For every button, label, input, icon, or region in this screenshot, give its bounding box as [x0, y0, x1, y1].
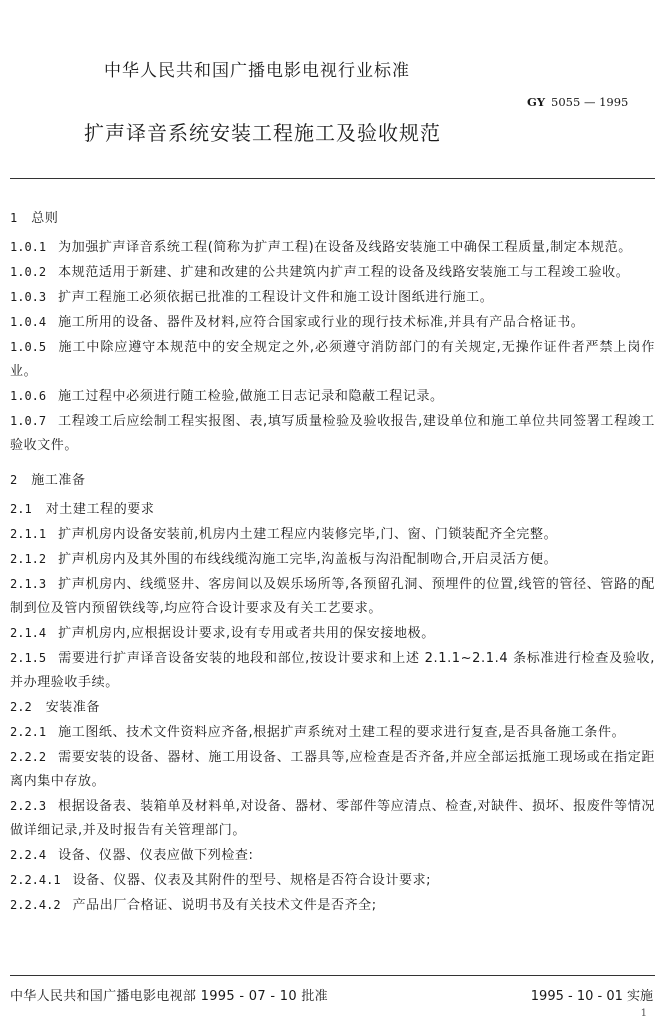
- paragraph: [10, 843, 655, 868]
- clause-number: 2.2.1: [10, 725, 47, 739]
- clause-text: 产品出厂合格证、说明书及有关技术文件是否齐全;: [72, 898, 377, 913]
- clause-number: 2.2.4.2: [10, 898, 61, 912]
- clause-text: 安装准备: [45, 700, 101, 715]
- paragraph: [10, 206, 655, 231]
- paragraph: [10, 235, 655, 260]
- document-body: [10, 206, 655, 918]
- clause-number: 1.0.5: [10, 340, 47, 354]
- clause-text: 根据设备表、装箱单及材料单,对设备、器材、零部件等应清点、检查,对缺件、损坏、报废件等情况做详细记录,并及时报告有关管理部门。: [10, 799, 655, 838]
- paragraph: [10, 310, 655, 335]
- clause-text: 设备、仪器、仪表及其附件的型号、规格是否符合设计要求;: [72, 873, 432, 888]
- clause-number: 1.0.2: [10, 265, 47, 279]
- standard-code-prefix: GY: [527, 95, 546, 109]
- clause-text: 扩声机房内及其外围的布线线缆沟施工完毕,沟盖板与沟沿配制吻合,开启灵活方便。: [58, 552, 558, 567]
- clause-text: 需要进行扩声译音设备安装的地段和部位,按设计要求和上述 2.1.1~2.1.4 条标准进行检查及验收,并办理验收手续。: [10, 651, 655, 690]
- clause-text: 施工准备: [31, 473, 86, 488]
- effective-date: 1995 - 10 - 01 实施: [530, 989, 653, 1004]
- paragraph: [10, 695, 655, 720]
- clause-text: 施工所用的设备、器件及材料,应符合国家或行业的现行技术标准,并具有产品合格证书。: [58, 315, 585, 330]
- clause-text: 扩声工程施工必须依据已批准的工程设计文件和施工设计图纸进行施工。: [58, 290, 494, 305]
- paragraph: [10, 547, 655, 572]
- clause-number: 1.0.1: [10, 240, 47, 254]
- paragraph: [10, 572, 655, 621]
- clause-number: 2.2.2: [10, 750, 47, 764]
- paragraph: [10, 285, 655, 310]
- paragraph: [10, 720, 655, 745]
- clause-number: 2.1.5: [10, 651, 47, 665]
- clause-text: 施工过程中必须进行随工检验,做施工日志记录和隐蔽工程记录。: [58, 389, 444, 404]
- paragraph: [10, 335, 655, 384]
- clause-number: 2.1.4: [10, 626, 47, 640]
- paragraph: [10, 468, 655, 493]
- clause-number: 1: [10, 211, 18, 225]
- issuing-organization: 中华人民共和国广播电影电视行业标准: [104, 61, 410, 81]
- clause-text: 扩声机房内设备安装前,机房内土建工程应内装修完毕,门、窗、门锁装配齐全完整。: [58, 527, 558, 542]
- clause-number: 2.1.2: [10, 552, 47, 566]
- clause-text: 施工中除应遵守本规范中的安全规定之外,必须遵守消防部门的有关规定,无操作证件者严禁上岗作业。: [10, 340, 655, 379]
- clause-text: 为加强扩声译音系统工程(简称为扩声工程)在设备及线路安装施工中确保工程质量,制定本规范。: [58, 240, 632, 255]
- clause-number: 2.2.4: [10, 848, 47, 862]
- paragraph: [10, 893, 655, 918]
- paragraph: [10, 794, 655, 843]
- clause-text: 总则: [31, 211, 59, 226]
- page-number: 1: [640, 1008, 647, 1019]
- clause-number: 1.0.4: [10, 315, 47, 329]
- clause-number: 1.0.7: [10, 414, 47, 428]
- paragraph: [10, 868, 655, 893]
- clause-text: 扩声机房内、线缆竖井、客房间以及娱乐场所等,各预留孔洞、预埋件的位置,线管的管径、管路的配制到位及管内预留铁线等,均应符合设计要求及有关工艺要求。: [10, 577, 655, 616]
- paragraph: [10, 745, 655, 794]
- clause-number: 2: [10, 473, 18, 487]
- clause-number: 1.0.3: [10, 290, 47, 304]
- paragraph: [10, 497, 655, 522]
- clause-text: 扩声机房内,应根据设计要求,设有专用或者共用的保安接地极。: [58, 626, 435, 641]
- paragraph: [10, 646, 655, 695]
- paragraph: [10, 409, 655, 458]
- clause-text: 需要安装的设备、器材、施工用设备、工器具等,应检查是否齐备,并应全部运抵施工现场或在指定距离内集中存放。: [10, 750, 655, 789]
- paragraph: [10, 522, 655, 547]
- document-title: 扩声译音系统安装工程施工及验收规范: [84, 121, 441, 145]
- clause-text: 设备、仪器、仪表应做下列检查:: [58, 848, 254, 863]
- clause-number: 2.1.1: [10, 527, 47, 541]
- paragraph: [10, 621, 655, 646]
- clause-number: 2.2.4.1: [10, 873, 61, 887]
- paragraph: [10, 384, 655, 409]
- clause-number: 2.1: [10, 502, 32, 516]
- clause-text: 对土建工程的要求: [45, 502, 155, 517]
- approval-line: 中华人民共和国广播电影电视部 1995 - 07 - 10 批准: [10, 989, 328, 1004]
- clause-number: 2.2.3: [10, 799, 47, 813]
- standard-code: [527, 95, 628, 109]
- clause-text: 施工图纸、技术文件资料应齐备,根据扩声系统对土建工程的要求进行复查,是否具备施工条件。: [58, 725, 626, 740]
- paragraph: [10, 260, 655, 285]
- clause-number: 2.2: [10, 700, 32, 714]
- clause-text: 工程竣工后应绘制工程实报图、表,填写质量检验及验收报告,建设单位和施工单位共同签署工程竣工验收文件。: [10, 414, 655, 453]
- clause-text: 本规范适用于新建、扩建和改建的公共建筑内扩声工程的设备及线路安装施工与工程竣工验收。: [58, 265, 630, 280]
- clause-number: 2.1.3: [10, 577, 47, 591]
- footer-divider: [10, 975, 655, 976]
- clause-number: 1.0.6: [10, 389, 47, 403]
- standard-code-number: 5055 — 1995: [551, 95, 629, 109]
- header-divider: [10, 178, 655, 179]
